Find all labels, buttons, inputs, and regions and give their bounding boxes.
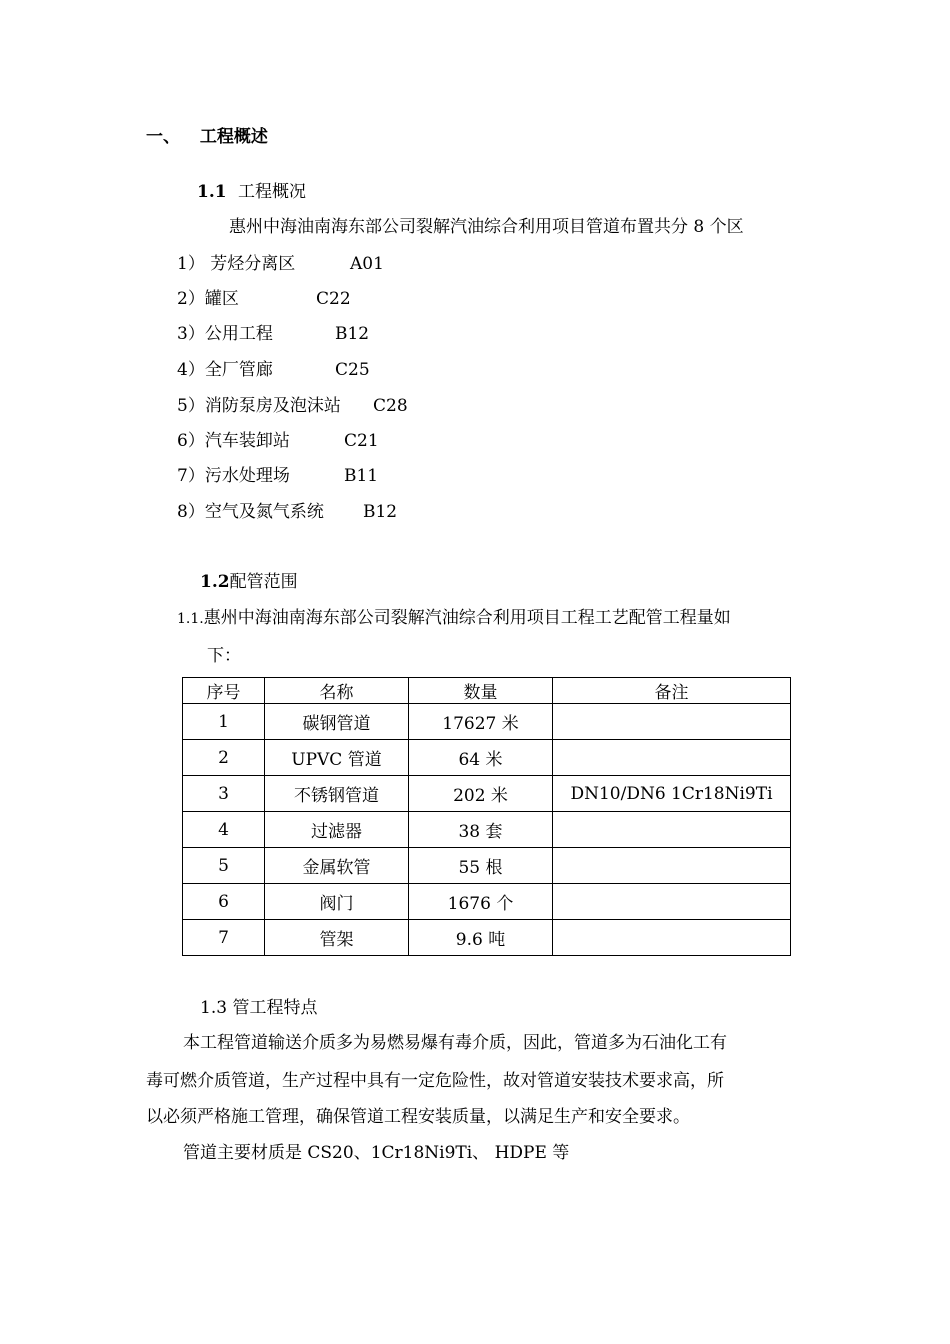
column-header: 备注 [553, 678, 791, 704]
table-cell: DN10/DN6 1Cr18Ni9Ti [553, 776, 791, 812]
table-row [183, 920, 791, 956]
overview-intro: 惠州中海油南海东部公司裂解汽油综合利用项目管道布置共分 8 个区 [229, 217, 744, 237]
table-cell: 过滤器 [265, 812, 409, 848]
area-label: 2）罐区 [177, 289, 239, 309]
table-cell: 55 根 [409, 848, 553, 884]
area-label: 5）消防泵房及泡沫站 [177, 396, 341, 416]
table-row [183, 704, 791, 740]
area-code: C25 [335, 360, 370, 380]
subsection-number: 1.1 [197, 182, 227, 202]
table-cell: 64 米 [409, 740, 553, 776]
area-item [177, 254, 384, 274]
area-label: 3）公用工程 [177, 324, 273, 344]
table-row [183, 812, 791, 848]
table-row [183, 740, 791, 776]
subsection-heading-overview [197, 182, 306, 202]
subsection-number: 1.2 [200, 572, 230, 592]
subsection-title: 配管范围 [229, 572, 298, 592]
table-cell: 4 [183, 812, 265, 848]
table-cell: 不锈钢管道 [265, 776, 409, 812]
table-row [183, 884, 791, 920]
section-heading [146, 127, 268, 147]
area-label: 6）汽车装卸站 [177, 431, 290, 451]
table-cell: 9.6 吨 [409, 920, 553, 956]
features-paragraph-line: 本工程管道输送介质多为易燃易爆有毒介质，因此，管道多为石油化工有 [183, 1033, 727, 1053]
area-item [177, 289, 351, 309]
table-cell: 7 [183, 920, 265, 956]
area-item [177, 360, 370, 380]
area-label: 8）空气及氮气系统 [177, 502, 324, 522]
table-header-row [183, 678, 791, 704]
table-cell: 阀门 [265, 884, 409, 920]
table-cell: 1 [183, 704, 265, 740]
area-label: 1） 芳烃分离区 [177, 254, 296, 274]
area-code: A01 [350, 254, 384, 274]
scope-text-line-1: 惠州中海油南海东部公司裂解汽油综合利用项目工程工艺配管工程量如 [203, 608, 731, 628]
table-cell: 17627 米 [409, 704, 553, 740]
table-row [183, 848, 791, 884]
area-item [177, 431, 379, 451]
scope-text [177, 608, 731, 629]
table-cell: 金属软管 [265, 848, 409, 884]
quantity-table [182, 677, 791, 956]
table-cell: 碳钢管道 [265, 704, 409, 740]
subsection-heading-features: 1.3 管工程特点 [200, 998, 318, 1018]
table-cell [553, 884, 791, 920]
materials-paragraph: 管道主要材质是 CS20、1Cr18Ni9Ti、 HDPE 等 [183, 1143, 570, 1163]
table-cell [553, 740, 791, 776]
table-cell [553, 848, 791, 884]
features-paragraph-line: 毒可燃介质管道，生产过程中具有一定危险性，故对管道安装技术要求高，所 [146, 1071, 724, 1091]
table-cell: 202 米 [409, 776, 553, 812]
area-code: B12 [363, 502, 398, 522]
area-label: 4）全厂管廊 [177, 360, 273, 380]
table-cell: 2 [183, 740, 265, 776]
table-cell: 管架 [265, 920, 409, 956]
area-code: C22 [316, 289, 351, 309]
area-item [177, 324, 370, 344]
area-item [177, 466, 379, 486]
area-code: C21 [344, 431, 379, 451]
table-cell [553, 920, 791, 956]
scope-text-line-2: 下： [207, 646, 241, 666]
area-item [177, 396, 408, 416]
area-code: C28 [373, 396, 408, 416]
subsection-heading-scope [200, 572, 298, 592]
table-row [183, 776, 791, 812]
column-header: 序号 [183, 678, 265, 704]
list-number: 1.1. [177, 611, 204, 627]
area-code: B12 [335, 324, 370, 344]
table-cell: 6 [183, 884, 265, 920]
table-cell: 38 套 [409, 812, 553, 848]
area-item [177, 502, 398, 522]
subsection-title: 工程概况 [237, 182, 306, 202]
area-code: B11 [344, 466, 379, 486]
table-cell [553, 812, 791, 848]
section-number: 一、 [146, 127, 180, 147]
column-header: 名称 [265, 678, 409, 704]
table-cell [553, 704, 791, 740]
table-cell: 5 [183, 848, 265, 884]
column-header: 数量 [409, 678, 553, 704]
features-paragraph-line: 以必须严格施工管理，确保管道工程安装质量，以满足生产和安全要求。 [146, 1107, 690, 1127]
table-cell: 3 [183, 776, 265, 812]
section-title: 工程概述 [199, 127, 268, 147]
table-cell: UPVC 管道 [265, 740, 409, 776]
table-cell: 1676 个 [409, 884, 553, 920]
area-label: 7）污水处理场 [177, 466, 290, 486]
